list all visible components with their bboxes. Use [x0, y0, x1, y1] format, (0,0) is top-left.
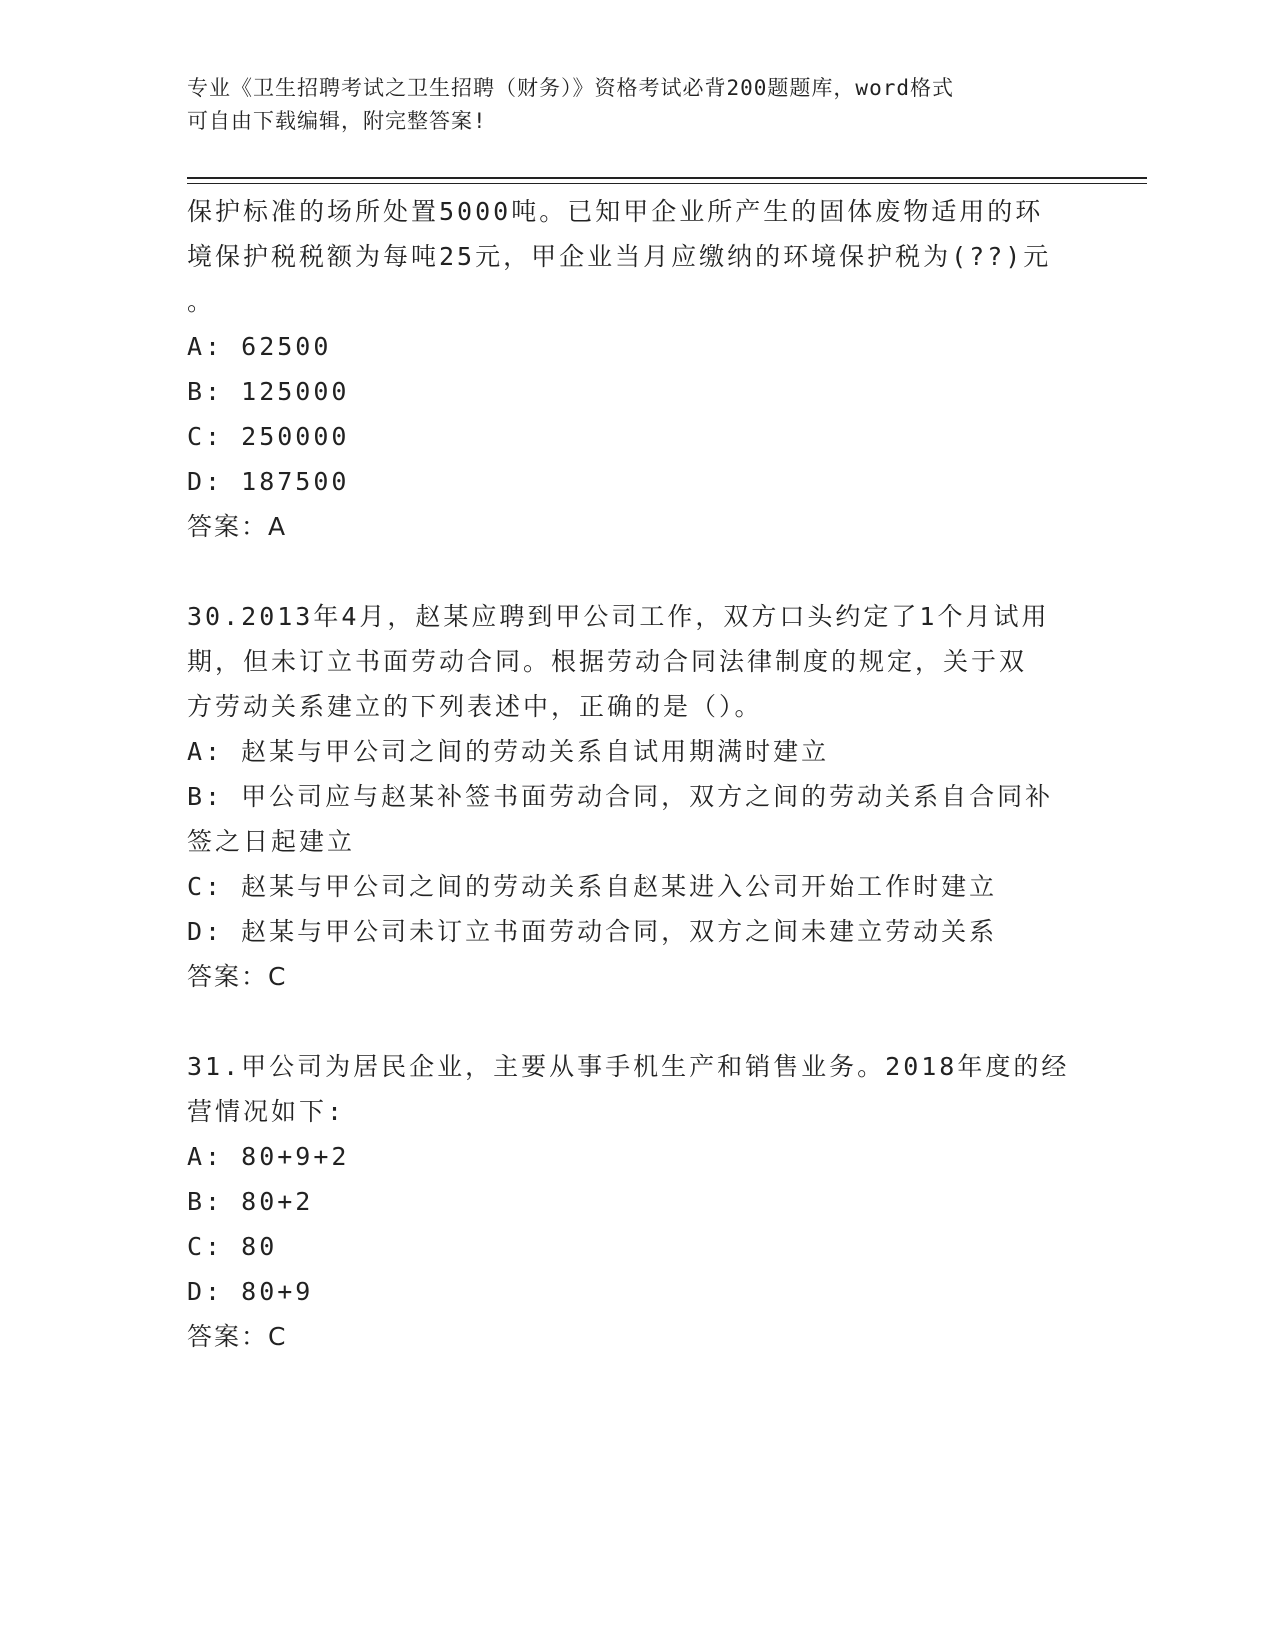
question-text-line: 保护标准的场所处置5000吨。已知甲企业所产生的固体废物适用的环 [187, 197, 1044, 226]
question-text-line: 营情况如下: [187, 1097, 346, 1126]
option-a: A: 赵某与甲公司之间的劳动关系自试用期满时建立 [187, 737, 830, 766]
header-line-2: 可自由下载编辑，附完整答案! [187, 109, 487, 133]
header-line-1: 专业《卫生招聘考试之卫生招聘（财务）》资格考试必背200题题库，word格式 [187, 76, 954, 100]
header-rule-thick [187, 177, 1147, 179]
option-b: B: 80+2 [187, 1187, 314, 1216]
document-header [187, 72, 1087, 138]
spacer [187, 549, 1087, 594]
question-text-line: 31.甲公司为居民企业，主要从事手机生产和销售业务。2018年度的经 [187, 1052, 1070, 1081]
option-b: B: 甲公司应与赵某补签书面劳动合同，双方之间的劳动关系自合同补 [187, 782, 1054, 811]
question-text-line: 方劳动关系建立的下列表述中，正确的是（）。 [187, 692, 763, 721]
question-text-line: 30.2013年4月，赵某应聘到甲公司工作，双方口头约定了1个月试用 [187, 602, 1050, 631]
answer-label: 答案：A [187, 512, 288, 541]
question-continued [187, 189, 1087, 549]
option-b: B: 125000 [187, 377, 350, 406]
question-text-line: 期，但未订立书面劳动合同。根据劳动合同法律制度的规定，关于双 [187, 647, 1028, 676]
question-30 [187, 594, 1087, 999]
answer-label: 答案：C [187, 962, 288, 991]
option-d: D: 187500 [187, 467, 350, 496]
option-a: A: 80+9+2 [187, 1142, 350, 1171]
header-rule-thin [187, 183, 1147, 184]
option-d: D: 赵某与甲公司未订立书面劳动合同，双方之间未建立劳动关系 [187, 917, 998, 946]
option-b-continued: 签之日起建立 [187, 827, 356, 856]
option-a: A: 62500 [187, 332, 332, 361]
question-text-line: 境保护税税额为每吨25元，甲企业当月应缴纳的环境保护税为(??)元 [187, 242, 1052, 271]
option-c: C: 250000 [187, 422, 350, 451]
question-text-line: 。 [187, 287, 216, 316]
spacer [187, 999, 1087, 1044]
document-body [187, 189, 1087, 1359]
option-c: C: 80 [187, 1232, 278, 1261]
answer-label: 答案：C [187, 1322, 288, 1351]
question-31 [187, 1044, 1087, 1359]
option-c: C: 赵某与甲公司之间的劳动关系自赵某进入公司开始工作时建立 [187, 872, 998, 901]
option-d: D: 80+9 [187, 1277, 314, 1306]
